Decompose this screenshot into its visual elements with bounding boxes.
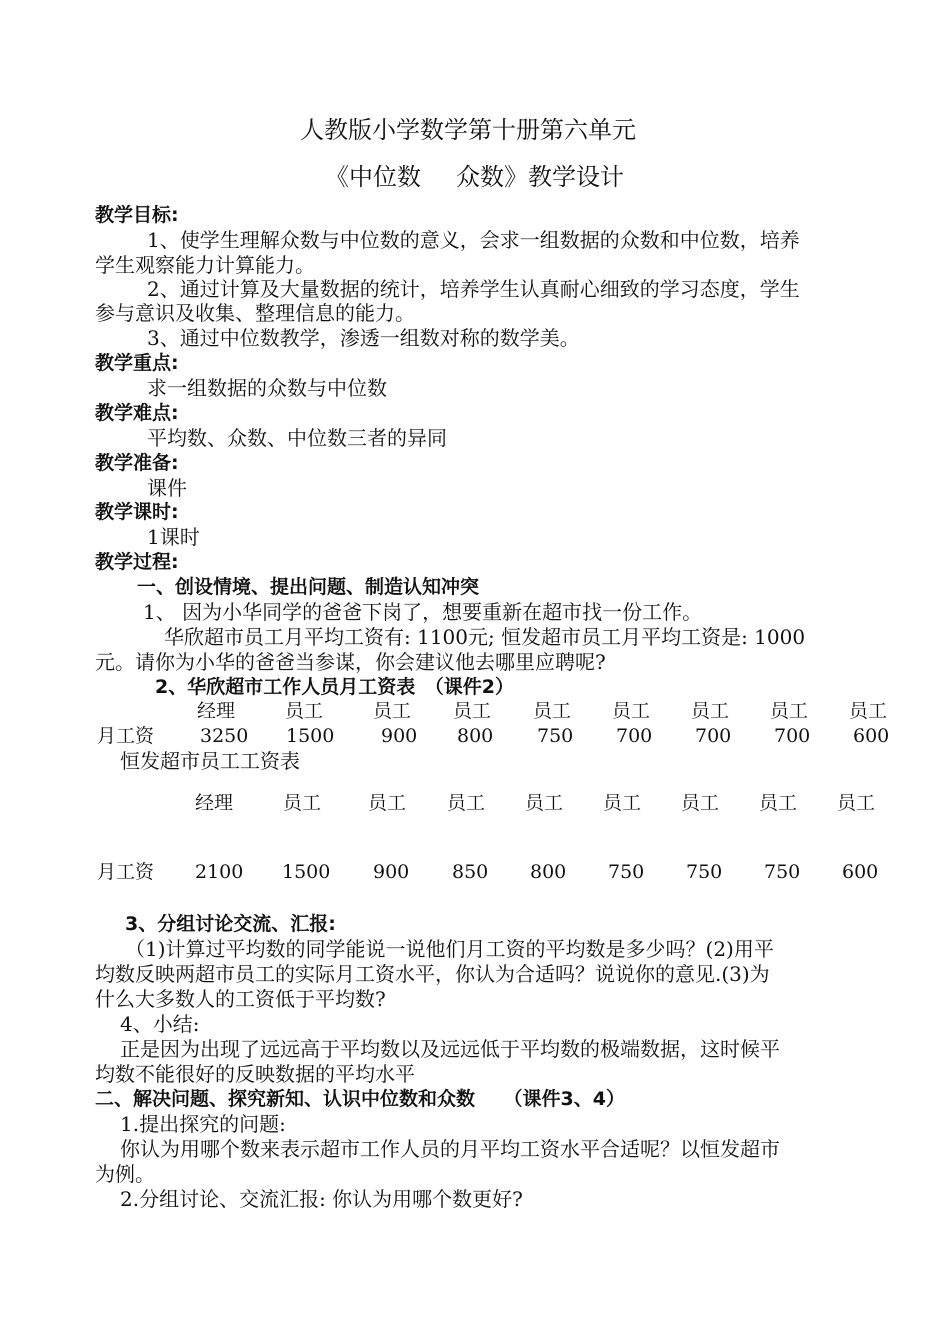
table-1-cell: 1500 [286,725,335,747]
table-2-cell: 800 [530,861,567,883]
key-point-heading: 教学重点: [95,352,179,374]
table-2-header-cell: 员工 [447,792,486,814]
table-2-cell: 750 [608,861,645,883]
goal-2-line-2: 参与意识及收集、整理信息的能力。 [95,301,415,325]
table-1-header-cell: 员工 [849,700,888,722]
summary-line-2: 均数不能很好的反映数据的平均水平 [95,1062,415,1086]
table-2-header-cell: 员工 [681,792,720,814]
paragraph-2-line-2: 元。请你为小华的爸爸当参谋，你会建议他去哪里应聘呢? [95,650,606,674]
discussion-heading: 3、分组讨论交流、汇报: [125,913,336,935]
table-1-header-cell: 经理 [197,700,236,722]
goal-1-line-1: 1、使学生理解众数与中位数的意义，会求一组数据的众数和中位数，培养 [147,228,800,252]
table-1-cell: 750 [537,725,574,747]
table-2-cell: 750 [686,861,723,883]
table-2-cell: 1500 [282,861,331,883]
summary-line-1: 正是因为出现了远远高于平均数以及远远低于平均数的极端数据，这时候平 [120,1037,780,1061]
table-2-row-label: 月工资 [97,861,155,883]
section-2-item-2-line-2: 为例。 [95,1162,155,1186]
table-1-header-cell: 员工 [453,700,492,722]
table-2-cell: 2100 [195,861,244,883]
table-1-header-cell: 员工 [533,700,572,722]
goal-2-line-1: 2、通过计算及大量数据的统计，培养学生认真耐心细致的学习态度，学生 [147,277,800,301]
table-2-header-cell: 员工 [837,792,876,814]
table-1-header-cell: 员工 [285,700,324,722]
table-1-cell: 800 [457,725,494,747]
discussion-question-line-2: 均数反映两超市员工的实际月工资水平，你认为合适吗？说说你的意见.(3)为 [95,962,770,986]
table-1-data-row [0,724,950,748]
table-2-data-row [0,860,950,884]
table-1-header-cell: 员工 [373,700,412,722]
table-1-cell: 900 [381,725,418,747]
table-1-cell: 700 [695,725,732,747]
table-2-header-cell: 经理 [195,792,234,814]
table-2-cell: 900 [373,861,410,883]
table-2-header-cell: 员工 [603,792,642,814]
difficulty-text: 平均数、众数、中位数三者的异同 [147,426,447,450]
table-1-header-cell: 员工 [691,700,730,722]
page-subtitle-part2: 众数》教学设计 [456,163,624,191]
table-1-cell: 700 [616,725,653,747]
summary-label: 4、小结: [120,1012,200,1036]
section-2-item-2-line-1: 你认为用哪个数来表示超市工作人员的月平均工资水平合适呢？以恒发超市 [120,1137,780,1161]
section-2-item-1: 1.提出探究的问题: [120,1112,286,1136]
table-1-cell: 3250 [200,725,249,747]
table-2-header-cell: 员工 [368,792,407,814]
section-1-heading: 一、创设情境、提出问题、制造认知冲突 [137,576,480,598]
table-2-cell: 850 [452,861,489,883]
table-1-header-cell: 员工 [770,700,809,722]
table-2-header-cell: 员工 [759,792,798,814]
process-heading: 教学过程: [95,551,179,573]
table-1-row-label: 月工资 [97,725,155,747]
discussion-question-line-3: 什么大多数人的工资低于平均数? [95,987,386,1011]
table-1-cell: 700 [774,725,811,747]
table-2-title: 恒发超市员工工资表 [120,749,300,773]
goals-heading: 教学目标: [95,204,179,226]
table-2-cell: 600 [842,861,879,883]
paragraph-1: 1、 因为小华同学的爸爸下岗了，想要重新在超市找一份工作。 [143,600,703,624]
table-2-header-cell: 员工 [525,792,564,814]
section-2-item-3: 2.分组讨论、交流汇报: 你认为用哪个数更好? [120,1187,523,1211]
table-2-cell: 750 [764,861,801,883]
discussion-question-line-1: （1)计算过平均数的同学能说一说他们月工资的平均数是多少吗？(2)用平 [125,937,774,961]
paragraph-2-line-1: 华欣超市员工月平均工资有: 1100元; 恒发超市员工月平均工资是: 1000 [164,625,806,649]
hours-heading: 教学课时: [95,501,179,523]
key-point-text: 求一组数据的众数与中位数 [147,376,387,400]
table-1-cell: 600 [853,725,890,747]
table-1-title: 2、华欣超市工作人员月工资表 （课件2） [155,676,514,698]
difficulty-heading: 教学难点: [95,402,179,424]
page-title: 人教版小学数学第十册第六单元 [300,116,636,144]
table-2-header-cell: 员工 [283,792,322,814]
goal-1-line-2: 学生观察能力计算能力。 [95,253,315,277]
prep-text: 课件 [147,476,187,500]
prep-heading: 教学准备: [95,452,179,474]
table-1-header-cell: 员工 [612,700,651,722]
section-2-heading: 二、解决问题、探究新知、认识中位数和众数 （课件3、4） [95,1088,625,1110]
table-2-header-row [0,791,950,815]
page-subtitle-part1: 《中位数 [325,163,421,191]
goal-3: 3、通过中位数教学，渗透一组数对称的数学美。 [147,326,580,350]
table-1-header-row [0,699,950,723]
hours-text: 1课时 [147,525,200,549]
